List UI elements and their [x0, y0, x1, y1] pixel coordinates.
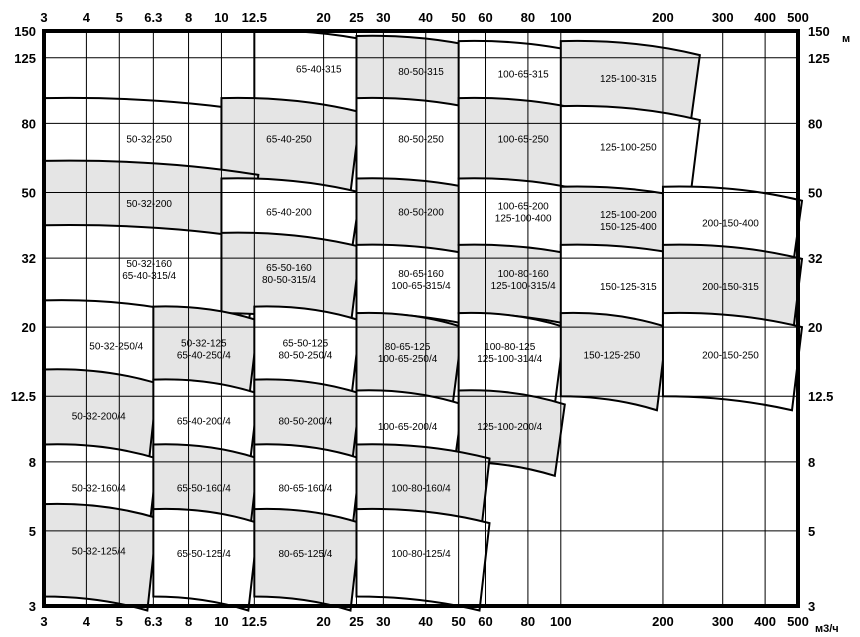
y-tick-label-right: 5 — [808, 523, 816, 539]
pump-model-label: 50-32-125/4 — [71, 546, 126, 558]
y-tick-label-left: 80 — [21, 116, 36, 132]
y-tick-label-right: 125 — [808, 50, 830, 66]
pump-model-label: 150-125-400 — [599, 222, 657, 234]
x-tick-label-top: 80 — [520, 10, 536, 25]
x-tick-label-bottom: 60 — [478, 614, 493, 629]
pump-model-label: 80-50-200 — [398, 207, 444, 219]
x-tick-label-bottom: 200 — [652, 614, 674, 629]
y-tick-label-left: 20 — [21, 320, 36, 336]
pump-model-label: 125-100-314/4 — [477, 353, 543, 365]
x-tick-label-top: 25 — [349, 10, 364, 25]
pump-model-label: 50-32-200 — [126, 198, 172, 210]
x-tick-label-bottom: 40 — [418, 614, 433, 629]
x-tick-label-bottom: 8 — [184, 614, 193, 629]
x-tick-label-bottom: 5 — [115, 614, 123, 629]
pump-model-label: 65-40-250 — [266, 134, 312, 146]
pump-regions — [44, 31, 802, 611]
pump-model-label: 150-125-315 — [599, 282, 657, 294]
pump-model-label: 80-50-200/4 — [278, 416, 333, 428]
y-tick-label-right: 80 — [808, 116, 823, 132]
pump-model-label: 100-65-315/4 — [391, 281, 451, 293]
x-tick-label-top: 50 — [451, 10, 466, 25]
pump-model-label: 50-32-250/4 — [89, 341, 144, 353]
y-tick-label-right: 32 — [808, 251, 823, 267]
x-tick-label-top: 3 — [40, 10, 48, 25]
y-unit-label: м — [842, 33, 851, 45]
x-tick-label-top: 40 — [418, 10, 433, 25]
pump-model-label: 80-50-250 — [398, 134, 444, 146]
x-tick-label-bottom: 50 — [451, 614, 466, 629]
pump-model-label: 65-40-315 — [296, 64, 342, 76]
x-tick-label-top: 300 — [711, 10, 734, 25]
pump-model-label: 50-32-200/4 — [71, 411, 126, 423]
x-tick-label-top: 100 — [549, 10, 572, 25]
x-tick-label-top: 5 — [115, 10, 123, 25]
pump-model-label: 65-50-125 — [282, 338, 329, 350]
x-tick-label-bottom: 80 — [520, 614, 536, 629]
x-tick-label-bottom: 3 — [40, 614, 48, 629]
x-tick-label-bottom: 300 — [711, 614, 734, 629]
pump-model-label: 200-150-250 — [702, 350, 759, 362]
pump-model-label: 65-40-315/4 — [122, 271, 177, 283]
pump-model-label: 80-65-125/4 — [278, 548, 333, 560]
y-tick-label-left: 150 — [14, 24, 36, 39]
pump-model-label: 50-32-125 — [181, 338, 227, 350]
x-tick-label-top: 30 — [376, 10, 391, 25]
pump-model-label: 100-65-200/4 — [377, 422, 438, 434]
pump-model-label: 100-80-125 — [484, 341, 536, 353]
x-tick-label-top: 20 — [316, 10, 331, 25]
x-tick-label-top: 6.3 — [144, 10, 163, 25]
y-tick-label-left: 8 — [28, 454, 36, 470]
y-tick-label-right: 3 — [808, 599, 816, 614]
x-tick-label-top: 10 — [214, 10, 229, 25]
y-tick-label-right: 20 — [808, 320, 823, 336]
pump-model-label: 65-40-200/4 — [176, 416, 231, 428]
pump-model-label: 100-80-160/4 — [391, 483, 451, 495]
x-tick-label-bottom: 12.5 — [241, 614, 267, 629]
y-tick-label-right: 150 — [808, 24, 830, 39]
y-tick-label-right: 12.5 — [808, 389, 834, 405]
x-tick-label-bottom: 10 — [214, 614, 229, 629]
x-tick-label-bottom: 4 — [82, 614, 91, 629]
y-tick-label-right: 8 — [808, 454, 816, 470]
pump-model-label: 125-100-315/4 — [490, 281, 556, 293]
x-tick-label-top: 500 — [787, 10, 809, 25]
pump-model-label: 50-32-160/4 — [71, 483, 126, 495]
pump-model-label: 65-50-125/4 — [176, 548, 231, 560]
pump-model-label: 80-65-125 — [384, 341, 431, 353]
x-unit-label: м3/ч — [815, 623, 839, 635]
pump-model-label: 125-100-400 — [494, 213, 552, 225]
x-tick-label-bottom: 6.3 — [144, 614, 163, 629]
pump-model-label: 80-65-160 — [398, 269, 444, 281]
x-tick-label-bottom: 100 — [549, 614, 572, 629]
x-tick-label-top: 8 — [184, 10, 193, 25]
pump-model-label: 50-32-250 — [126, 134, 172, 146]
pump-model-label: 80-50-315/4 — [261, 274, 316, 286]
pump-model-label: 100-65-315 — [497, 69, 549, 81]
y-tick-label-left: 32 — [21, 251, 36, 267]
x-tick-label-bottom: 500 — [787, 614, 809, 629]
x-tick-label-bottom: 20 — [316, 614, 331, 629]
y-tick-label-left: 50 — [21, 185, 36, 201]
pump-model-label: 65-50-160/4 — [176, 483, 231, 495]
x-tick-label-top: 60 — [478, 10, 493, 25]
y-tick-label-right: 50 — [808, 185, 823, 201]
y-tick-label-left: 3 — [28, 599, 36, 614]
pump-model-label: 125-100-315 — [599, 73, 657, 85]
pump-model-label: 200-150-315 — [702, 282, 759, 294]
pump-model-label: 80-65-160/4 — [278, 483, 333, 495]
x-tick-label-top: 400 — [754, 10, 776, 25]
pump-model-label: 50-32-160 — [126, 259, 172, 271]
y-tick-label-left: 5 — [28, 523, 36, 539]
pump-model-label: 100-80-160 — [497, 269, 549, 281]
x-tick-label-bottom: 400 — [754, 614, 776, 629]
pump-model-label: 65-50-160 — [266, 262, 312, 274]
pump-model-label: 125-100-200 — [599, 210, 657, 222]
pump-model-label: 65-40-200 — [266, 207, 312, 219]
y-tick-label-left: 125 — [14, 50, 36, 66]
x-tick-label-top: 12.5 — [241, 10, 267, 25]
x-tick-label-bottom: 25 — [349, 614, 364, 629]
pump-model-label: 100-65-250 — [497, 134, 549, 146]
pump-model-label: 150-125-250 — [583, 350, 641, 362]
pump-model-label: 100-65-250/4 — [377, 353, 438, 365]
pump-model-label: 100-80-125/4 — [391, 548, 451, 560]
x-tick-label-top: 4 — [82, 10, 91, 25]
pump-model-label: 125-100-250 — [599, 142, 657, 154]
pump-model-label: 80-50-250/4 — [278, 350, 333, 362]
pump-model-label: 200-150-400 — [702, 218, 759, 230]
x-tick-label-top: 200 — [652, 10, 674, 25]
pump-model-label: 80-50-315 — [398, 67, 444, 79]
pump-model-label: 100-65-200 — [497, 201, 549, 213]
pump-model-label: 65-40-250/4 — [176, 350, 231, 362]
pump-model-label: 125-100-200/4 — [477, 422, 543, 434]
y-tick-label-left: 12.5 — [10, 389, 36, 405]
x-tick-label-bottom: 30 — [376, 614, 391, 629]
